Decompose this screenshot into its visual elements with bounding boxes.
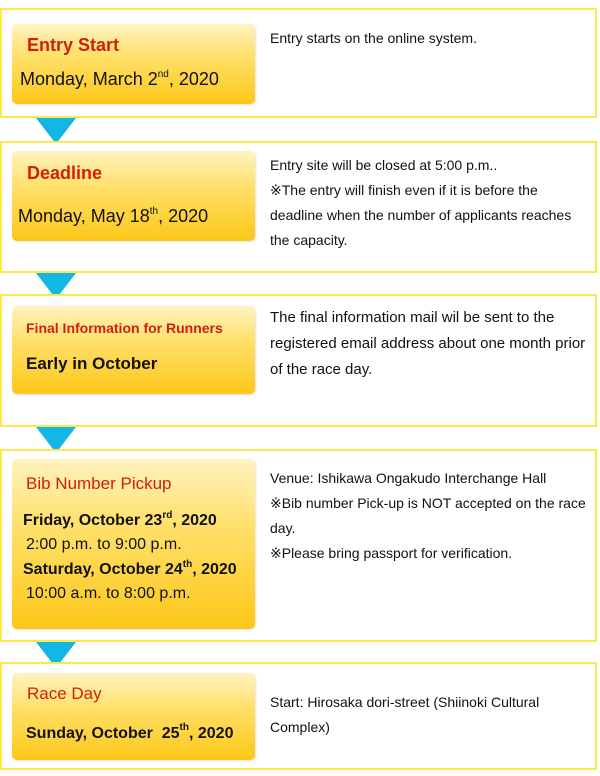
bib-pickup-title: Bib Number Pickup bbox=[26, 474, 172, 493]
final-info-title: Final Information for Runners bbox=[26, 320, 223, 336]
race-day-description-text: Start: Hirosaka dori-street (Shiinoki Cultural Complex) bbox=[270, 694, 540, 735]
bib-pickup-day1-sup: rd bbox=[162, 510, 173, 521]
schedule-row-entry-start bbox=[0, 8, 597, 118]
bib-pickup-day1-time: 2:00 p.m. to 9:00 p.m. bbox=[26, 536, 182, 553]
entry-start-date-year: , 2020 bbox=[168, 69, 219, 89]
final-info-date: Early in October bbox=[26, 354, 158, 373]
bib-pickup-note2: ※Please bring passport for verification. bbox=[270, 545, 513, 561]
schedule-row-deadline bbox=[0, 141, 597, 273]
race-day-date-sup: th bbox=[179, 722, 189, 733]
bib-pickup-note1: ※Bib number Pick-up is NOT accepted on the race day. bbox=[270, 495, 586, 536]
entry-start-date-sup: nd bbox=[157, 69, 169, 80]
final-info-description bbox=[270, 305, 595, 383]
deadline-date-main: Monday, May 18 bbox=[18, 206, 150, 226]
race-day-title: Race Day bbox=[27, 684, 102, 703]
bib-pickup-day1-year: , 2020 bbox=[172, 512, 217, 529]
deadline-description bbox=[270, 153, 592, 253]
deadline-date-year: , 2020 bbox=[158, 206, 209, 226]
deadline-description-line2: ※The entry will finish even if it is before the deadline when the number of applicants reaches the capacity. bbox=[270, 182, 572, 248]
bib-pickup-day2-time: 10:00 a.m. to 8:00 p.m. bbox=[26, 585, 191, 602]
bib-pickup-day1-main: Friday, October 23 bbox=[23, 512, 163, 529]
final-info-label bbox=[12, 306, 255, 394]
schedule-row-bib-pickup bbox=[0, 449, 597, 642]
bib-pickup-day2-date bbox=[23, 559, 237, 578]
entry-start-date bbox=[20, 69, 219, 90]
entry-start-title: Entry Start bbox=[27, 35, 120, 55]
entry-start-label bbox=[12, 24, 255, 104]
deadline-date-sup: th bbox=[149, 206, 159, 217]
bib-pickup-day2-year: , 2020 bbox=[192, 561, 237, 578]
deadline-description-line1: Entry site will be closed at 5:00 p.m.. bbox=[270, 157, 498, 173]
race-day-date-year: , 2020 bbox=[188, 725, 234, 742]
race-day-date-main: Sunday, October 25 bbox=[26, 725, 180, 742]
bib-pickup-description bbox=[270, 466, 595, 566]
bib-pickup-day1-date bbox=[23, 510, 217, 529]
deadline-date bbox=[18, 206, 208, 227]
entry-start-date-main: Monday, March 2 bbox=[20, 69, 158, 89]
bib-pickup-venue: Venue: Ishikawa Ongakudo Interchange Hall bbox=[270, 470, 547, 486]
bib-pickup-day2-sup: th bbox=[182, 559, 193, 570]
final-info-description-text: The final information mail wil be sent to the registered email address about one month prior of the race day. bbox=[270, 309, 586, 378]
race-day-description bbox=[270, 690, 588, 740]
deadline-label bbox=[12, 151, 255, 241]
bib-pickup-day2-main: Saturday, October 24 bbox=[23, 561, 183, 578]
deadline-title: Deadline bbox=[27, 163, 103, 183]
entry-start-description-text: Entry starts on the online system. bbox=[270, 30, 477, 46]
race-day-label bbox=[12, 673, 255, 760]
entry-start-description bbox=[270, 26, 595, 51]
race-day-date bbox=[26, 722, 234, 743]
schedule-row-race-day bbox=[0, 662, 597, 770]
schedule-row-final-info bbox=[0, 294, 597, 427]
